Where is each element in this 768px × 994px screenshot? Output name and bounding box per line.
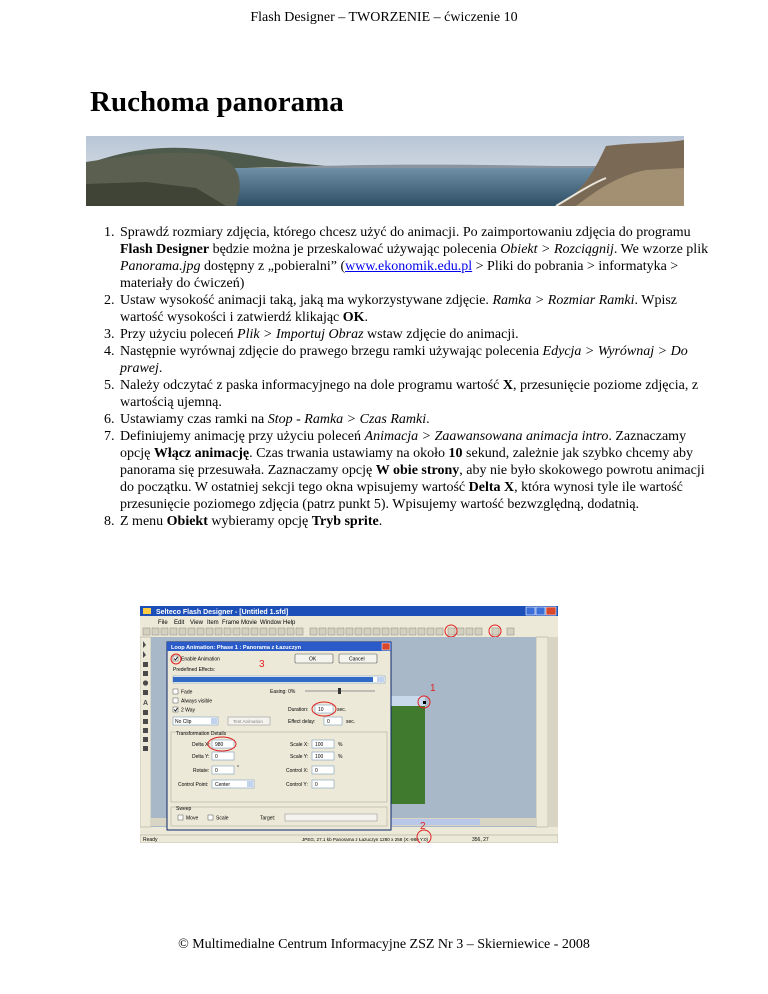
sweep-move-checkbox[interactable] [178,815,183,820]
step-7 [118,428,718,513]
fade-checkbox[interactable] [173,689,178,694]
control-y-value: 0 [315,782,318,788]
step-text: . Zaznaczamy opcję [120,429,687,461]
delta-y-value: 0 [215,754,218,760]
status-ready: Ready [143,837,158,843]
ellipse-tool-icon[interactable] [143,680,148,685]
step-text: Stop - Ramka > Czas Ramki [267,412,427,427]
sweep-label: Sweep [176,806,192,812]
page-title: Ruchoma panorama [90,86,344,118]
download-link[interactable]: www.ekonomik.edu.pl [345,259,473,274]
marker-3-dialog: 3 [259,659,265,670]
toolbar-copy-icon[interactable] [179,628,186,635]
step-text: Ramka > Rozmiar Ramki [492,293,635,308]
dialog-close-button[interactable] [382,643,390,650]
menu-item-edit[interactable]: Edit [174,620,185,626]
dialog-title: Loop Animation: Phase 1 : Panorama z Łazuczyn [171,645,302,651]
step-4 [118,343,718,377]
step-text: . We wzorze plik [613,242,709,257]
step-text: wstaw zdjęcie do animacji. [363,327,519,342]
step-8 [118,513,718,530]
step-text: , przesunięcie poziome zdjęcia, z wartością ujemną. [120,378,699,410]
toolbar-sprite-icon[interactable] [492,628,499,635]
control-x-value: 0 [315,768,318,774]
control-y-label: Control Y: [286,782,308,788]
loop-animation-dialog [167,642,391,830]
marker-2: 2 [420,821,426,832]
clip-value: No Clip [175,719,192,725]
minimize-button[interactable] [526,607,535,615]
control-point-value: Center [215,782,231,788]
polygon-tool-icon[interactable] [143,690,148,695]
page-footer: © Multimedialne Centrum Informacyjne ZSZ Nr 3 – Skierniewice - 2008 [178,937,590,952]
step-text: będzie można je przeskalować używając polecenia [209,242,501,257]
toolbar-frame-icon[interactable] [242,628,249,635]
step-text: Obiekt > Rozciągnij [500,242,614,257]
menu-item-help[interactable]: Help [283,620,296,626]
toolbar-open-icon[interactable] [152,628,159,635]
duration-value: 10 [318,707,324,713]
step-text: Z menu [120,514,167,529]
hand-tool-icon[interactable] [143,746,148,751]
effect-delay-unit: sec. [346,719,356,725]
toolbar-right-icon[interactable] [418,628,425,635]
easing-label: Easing: 0% [270,689,296,695]
ok-button-label: OK [309,656,317,663]
toolbar-animation-icon[interactable] [448,628,455,635]
flash-designer-screenshot [140,606,558,843]
dropdown-arrow-icon[interactable] [377,677,384,682]
toolbar-image-icon[interactable] [269,628,276,635]
toolbar-export-icon[interactable] [475,628,482,635]
scale-x-label: Scale X: [290,742,309,748]
toolbar-distribute-icon[interactable] [373,628,380,635]
status-info: JPEG, 27.1 kb Panorama z Łazuczyn 1280 x 258 (X:-980 Y:0) [302,837,429,842]
step-text: . [158,361,163,376]
enable-animation-label: Enable Animation [181,656,220,663]
step-text: Włącz animację [153,446,250,461]
menu-item-frame[interactable]: Frame [222,620,240,626]
two-way-label: 2 Way [181,707,195,714]
panorama-image [86,136,684,206]
toolbar-fill-icon[interactable] [310,628,317,635]
menu-item-file[interactable]: File [158,620,168,626]
scale-y-unit: % [338,754,343,760]
toolbar-line-icon[interactable] [251,628,258,635]
rotate-label: Rotate: [193,768,210,774]
fade-label: Fade [181,689,193,696]
toolbar-lock-icon[interactable] [400,628,407,635]
screenshot-canvas [140,606,558,843]
toolbar-sound-icon[interactable] [278,628,285,635]
marker-1: 1 [430,683,436,694]
scale-x-value: 100 [315,742,324,748]
step-text: dostępny z „pobieralni” ( [200,259,346,274]
toolbar-cut-icon[interactable] [170,628,177,635]
toolbar-new-icon[interactable] [143,628,150,635]
toolbar-front-icon[interactable] [346,628,353,635]
maximize-button[interactable] [536,607,545,615]
toolbar-back-icon[interactable] [355,628,362,635]
toolbar-left-icon[interactable] [409,628,416,635]
step-6 [118,411,718,428]
toolbar-action-icon[interactable] [466,628,473,635]
fill-tool-icon[interactable] [143,728,148,733]
step-text: OK [342,310,365,325]
step-text: Definiujemy animację przy użyciu poleceń [120,429,365,444]
step-text: . [378,514,383,529]
toolbar-undo-icon[interactable] [197,628,204,635]
scale-y-label: Scale Y: [290,754,309,760]
step-text: X [502,378,514,393]
toolbar-stroke-icon[interactable] [319,628,326,635]
toolbar-grid-icon[interactable] [233,628,240,635]
transformation-label: Transformation Details [176,731,227,737]
step-text: Sprawdź rozmiary zdjęcia, którego chcesz użyć do animacji. Po zaimportowaniu zdjęcia do programu [120,225,691,240]
step-text: . [364,310,369,325]
toolbar-prev-icon[interactable] [427,628,434,635]
app-icon [143,608,151,614]
duration-unit: sec. [337,707,347,713]
step-text: Flash Designer [120,242,210,257]
effect-delay-label: Effect delay: [288,719,316,725]
step-text: Ustaw wysokość animacji taką, jaką ma wykorzystywane zdjęcie. [120,293,493,308]
cancel-button-label: Cancel [349,656,365,663]
toolbar-color-icon[interactable] [296,628,303,635]
delta-x-label: Delta X: [192,742,210,748]
close-button[interactable] [546,607,556,615]
image-tool-icon[interactable] [143,710,148,715]
target-label: Target: [260,815,276,822]
toolbar-flip-icon[interactable] [382,628,389,635]
step-text: Tryb sprite [311,514,379,529]
step-text: wybieramy opcję [207,514,312,529]
step-text: 10 [448,446,463,461]
toolbar-save-icon[interactable] [161,628,168,635]
step-5 [118,377,718,411]
scale-y-value: 100 [315,754,324,760]
step-text: Ustawiamy czas ramki na [120,412,268,427]
text-tool-icon[interactable]: A [143,700,149,707]
status-coords: 356, 27 [472,837,489,843]
step-text: W obie strony [375,463,460,478]
pen-tool-icon[interactable] [143,719,148,724]
step-3 [118,326,718,343]
step-text: Panorama.jpg [120,259,201,274]
right-scrollbar[interactable] [548,637,558,827]
zoom-tool-icon[interactable] [143,662,148,667]
menu-item-item[interactable]: Item [207,620,219,626]
always-visible-label: Always visible [181,698,213,705]
toolbar-play-icon[interactable] [215,628,222,635]
effect-delay-value: 0 [327,719,330,725]
step-text: Delta X [468,480,515,495]
predefined-effects-selection [173,677,373,682]
menu-item-view[interactable]: View [190,620,203,626]
step-text: sekund, zależnie jak szybko chcemy aby panorama się przesuwała. Zaznaczamy opcję [120,446,694,478]
always-visible-checkbox[interactable] [173,698,178,703]
eyedropper-tool-icon[interactable] [143,737,148,742]
test-animation-label: Test Animation [233,719,263,724]
duration-label: Duration: [288,707,309,713]
toolbar-group-icon[interactable] [328,628,335,635]
clip-dropdown-icon[interactable] [211,718,217,724]
window-title: Selteco Flash Designer - [Untitled 1.sfd] [156,609,289,616]
rotate-unit: ° [237,765,239,771]
step-text: Animacja > Zaawansowana animacja intro [364,429,609,444]
rectangle-tool-icon[interactable] [143,671,148,676]
step-text: Przy użyciu poleceń [120,327,238,342]
toolbar-redo-icon[interactable] [206,628,213,635]
step-1 [118,224,718,292]
toolbar-text-icon[interactable] [260,628,267,635]
toolbar-help-icon[interactable] [507,628,514,635]
step-text: Plik > Importuj Obraz [237,327,364,342]
toolbar-next-icon[interactable] [436,628,443,635]
selection-handle[interactable] [423,701,426,704]
scale-x-unit: % [338,742,343,748]
toolbar-effects-icon[interactable] [457,628,464,635]
step-text: , aby nie było skokowego powrotu animacji do początku. W ostatniej sekcji tego okna wpisujemy wartość [120,463,705,495]
toolbar-rotate-icon[interactable] [391,628,398,635]
sweep-scale-label: Scale [216,815,229,822]
control-point-dropdown-icon[interactable] [247,781,253,787]
toolbar-zoom-icon[interactable] [224,628,231,635]
instruction-list [90,224,718,530]
predefined-effects-label: Predefined Effects: [173,667,216,673]
step-text: Obiekt [166,514,208,529]
control-point-label: Control Point: [178,782,209,788]
step-text: Następnie wyrównaj zdjęcie do prawego brzegu ramki używając polecenia [120,344,543,359]
menu-item-window[interactable]: Window [260,620,282,626]
step-text: . Wpisz wartość wysokości i zatwierdź klikając [120,293,677,325]
toolbar-paste-icon[interactable] [188,628,195,635]
step-text: Należy odczytać z paska informacyjnego na dole programu wartość [120,378,503,393]
right-panel [536,637,548,827]
sweep-scale-checkbox[interactable] [208,815,213,820]
toolbar-link-icon[interactable] [287,628,294,635]
rotate-value: 0 [215,768,218,774]
easing-slider-thumb[interactable] [338,688,341,694]
step-text: Edycja > Wyrównaj > Do prawej [120,344,688,376]
menu-item-movie[interactable]: Movie [241,620,258,626]
delta-x-value: 980 [215,742,224,748]
toolbar-ungroup-icon[interactable] [337,628,344,635]
delta-y-label: Delta Y: [192,754,210,760]
step-2 [118,292,718,326]
menu-bar [158,620,296,626]
step-text: > Pliki do pobrania > informatyka > materiały do ćwiczeń) [120,259,679,291]
page-header: Flash Designer – TWORZENIE – ćwiczenie 10 [250,10,518,25]
target-select[interactable] [285,814,377,821]
toolbar [143,628,514,635]
step-text: . [426,412,430,427]
step-text: , która wynosi tyle ile wartość przesunięcie poziomego zdjęcia (patrz punkt 5). Wpisujemy wartość bezwzględną, dodatnią. [120,480,683,512]
step-text: . Czas trwania ustawiamy na około [249,446,449,461]
toolbar-align-icon[interactable] [364,628,371,635]
sweep-move-label: Move [186,815,199,822]
control-x-label: Control X: [286,768,309,774]
